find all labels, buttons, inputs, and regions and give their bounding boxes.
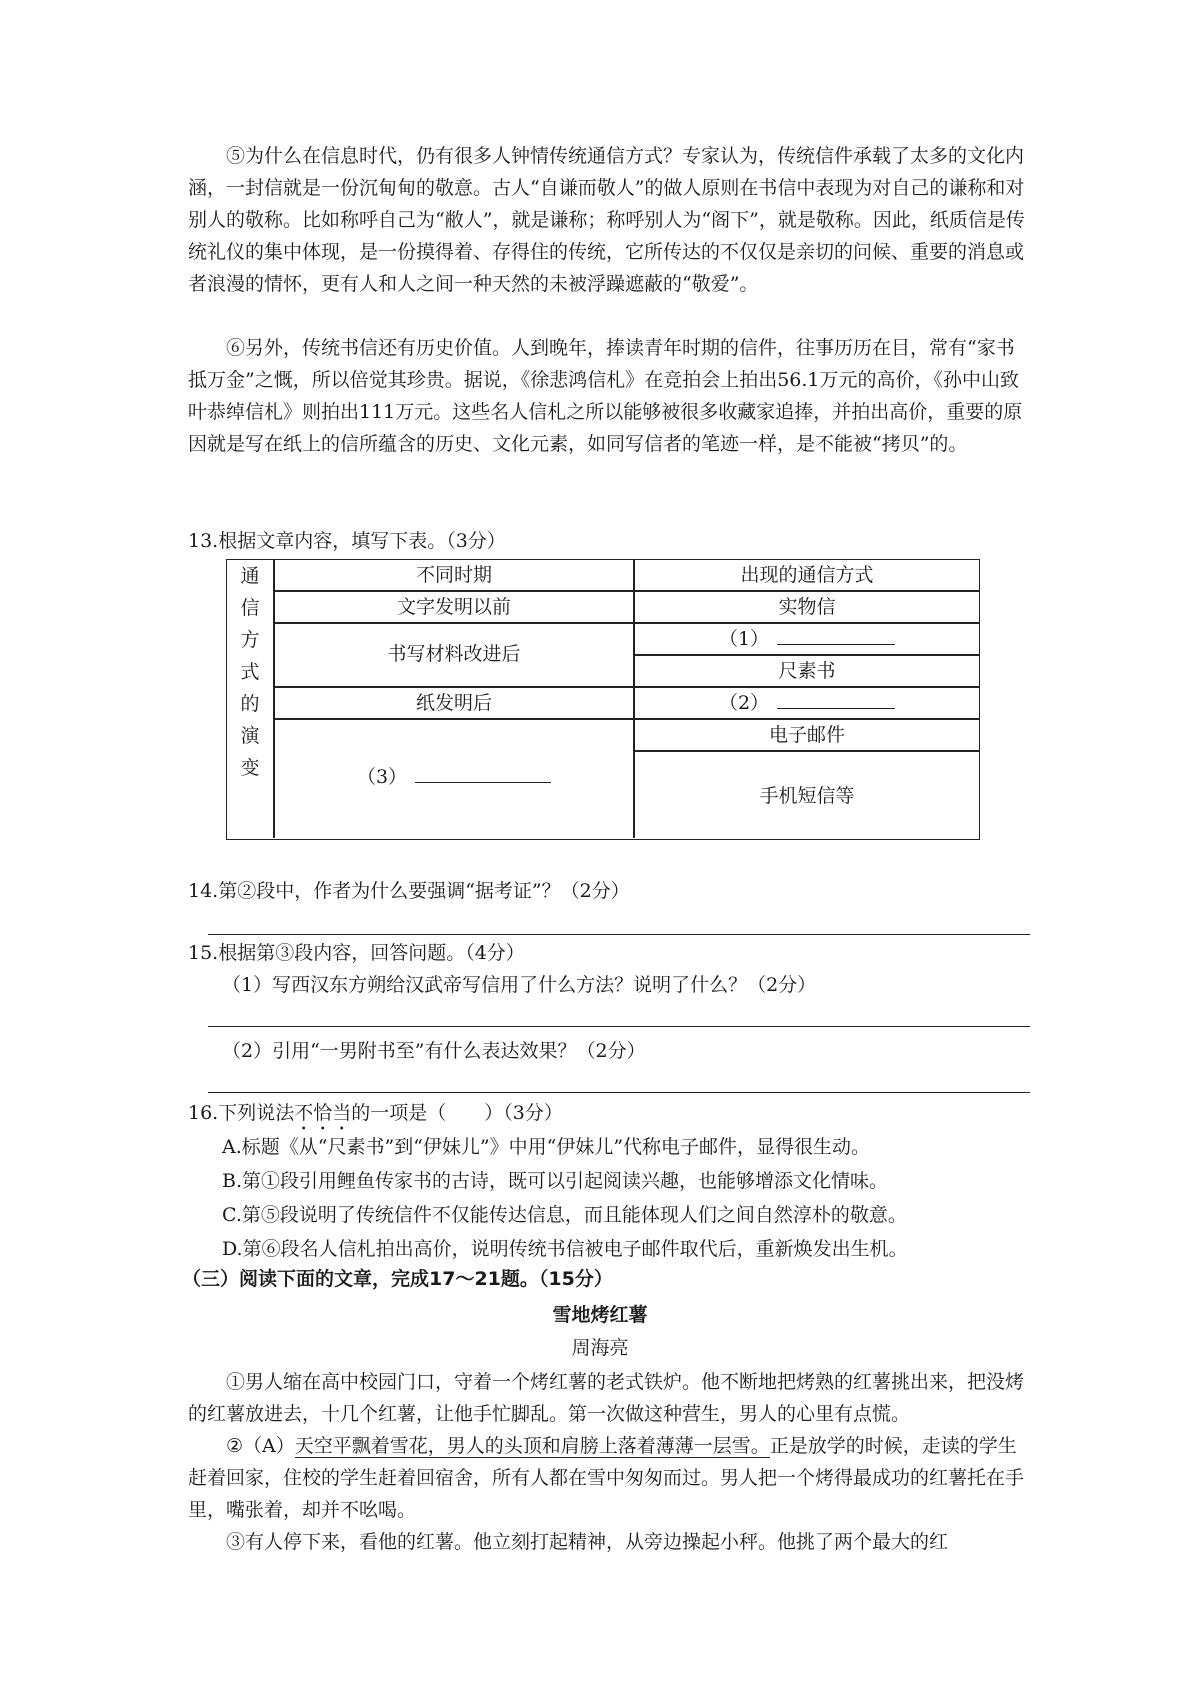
q16-dotted-text: 不恰当	[294, 1102, 352, 1124]
blank-2-label: （2）	[718, 692, 770, 714]
row2-method: 尺素书	[778, 660, 836, 682]
answer-line-15-2[interactable]	[208, 1092, 1030, 1093]
blank-3-line[interactable]	[415, 764, 551, 783]
option-b[interactable]: B.第①段引用鲤鱼传家书的古诗，既可以引起阅读兴趣，也能够增添文化情味。	[222, 1170, 889, 1192]
answer-line-14[interactable]	[208, 934, 1030, 935]
row4-method-1: 电子邮件	[768, 724, 845, 746]
row4-method-2: 手机短信等	[759, 785, 855, 807]
side-char: 演	[240, 725, 260, 747]
side-char: 方	[240, 629, 260, 651]
row3-period: 纸发明后	[415, 692, 492, 714]
question-15-prompt: 15.根据第③段内容，回答问题。（4分）	[188, 942, 525, 964]
blank-3-cell	[275, 762, 633, 792]
option-d[interactable]: D.第⑥段名人信札拍出高价，说明传统书信被电子邮件取代后，重新焕发出生机。	[222, 1238, 908, 1260]
row1-method: 实物信	[778, 596, 836, 618]
side-char: 的	[240, 693, 260, 715]
option-a[interactable]: A.标题《从“尺素书”到“伊妹儿”》中用“伊妹儿”代称电子邮件，显得很生动。	[222, 1136, 871, 1158]
blank-1-label: （1）	[718, 628, 770, 650]
story-paragraph-1: ①男人缩在高中校园门口，守着一个烤红薯的老式铁炉。他不断地把烤熟的红薯挑出来，把没烤的红薯放进去，十几个红薯，让他手忙脚乱。第一次做这种营生，男人的心里有点慌。	[188, 1371, 1025, 1425]
row1-period: 文字发明以前	[396, 596, 511, 618]
q16-emphasis	[294, 1102, 351, 1124]
header-method: 出现的通信方式	[740, 564, 874, 586]
story-paragraph-3: ③有人停下来，看他的红薯。他立刻打起精神，从旁边操起小秤。他挑了两个最大的红	[226, 1531, 949, 1553]
evolution-table	[226, 559, 980, 840]
option-c[interactable]: C.第⑤段说明了传统信件不仅能传达信息，而且能体现人们之间自然淳朴的敬意。	[222, 1204, 907, 1226]
paragraph-6: ⑥另外，传统书信还有历史价值。人到晚年，捧读青年时期的信件，往事历历在目，常有“家书抵万金”之慨，所以倍觉其珍贵。据说，《徐悲鸿信札》在竞拍会上拍出56.1万元的高价，《孙中山致叶恭绰信札》则拍出111万元。这些名人信札之所以能够被很多收藏家追捧，并拍出高价，重要的原因就是写在纸上的信所蕴含的历史、文化元素，如同写信者的笔迹一样，是不能被“拷贝”的。	[188, 337, 1023, 455]
q16-text-a: 16.下列说法	[188, 1102, 295, 1124]
p2-rest: 正是放学的时候，走读的学生赶着回家，住校的学生赶着回宿舍，所有人都在雪中匆匆而过。男人把一个烤得最成功的红薯托在手里，嘴张着，却并不吆喝。	[188, 1435, 1025, 1521]
side-char: 式	[240, 661, 260, 683]
q16-text-b: 的一项是（ ）（3分）	[351, 1102, 563, 1124]
blank-1-line[interactable]	[777, 626, 895, 645]
question-14-prompt: 14.第②段中，作者为什么要强调“据考证”？（2分）	[188, 880, 630, 902]
story-paragraph-2	[188, 1430, 1031, 1526]
question-16-prompt	[188, 1098, 563, 1135]
blank-1-cell	[635, 624, 979, 654]
paragraph-5: ⑤为什么在信息时代，仍有很多人钟情传统通信方式？专家认为，传统信件承载了太多的文化内涵，一封信就是一份沉甸甸的敬意。古人“自谦而敬人”的做人原则在书信中表现为对自己的谦称和对别人的敬称。比如称呼自己为“敝人”，就是谦称；称呼别人为“阁下”，就是敬称。因此，纸质信是传统礼仪的集中体现，是一份摸得着、存得住的传统，它所传达的不仅仅是亲切的问候、重要的消息或者浪漫的情怀，更有人和人之间一种天然的未被浮躁遮蔽的“敬爱”。	[188, 145, 1025, 295]
p2-marker: ②（A）	[226, 1435, 295, 1457]
row2-period: 书写材料改进后	[387, 643, 521, 665]
table-side-label	[227, 560, 273, 784]
side-char: 信	[240, 597, 260, 619]
blank-2-cell	[635, 688, 979, 718]
question-13-prompt: 13.根据文章内容，填写下表。（3分）	[188, 530, 506, 552]
question-15-sub1: （1）写西汉东方朔给汉武帝写信用了什么方法？说明了什么？（2分）	[222, 974, 817, 996]
header-period: 不同时期	[415, 564, 492, 586]
section-3-heading: （三）阅读下面的文章，完成17～21题。（15分）	[182, 1268, 613, 1290]
story-title: 雪地烤红薯	[552, 1304, 648, 1326]
side-char: 变	[240, 757, 260, 779]
answer-line-15-1[interactable]	[208, 1026, 1030, 1027]
story-author: 周海亮	[571, 1337, 629, 1359]
p2-underlined-sentence: 天空平飘着雪花，男人的头顶和肩膀上落着薄薄一层雪。	[294, 1435, 770, 1457]
blank-3-label: （3）	[356, 766, 408, 788]
question-15-sub2: （2）引用“一男附书至”有什么表达效果？（2分）	[222, 1040, 646, 1062]
blank-2-line[interactable]	[777, 690, 895, 709]
side-char: 通	[240, 565, 260, 587]
